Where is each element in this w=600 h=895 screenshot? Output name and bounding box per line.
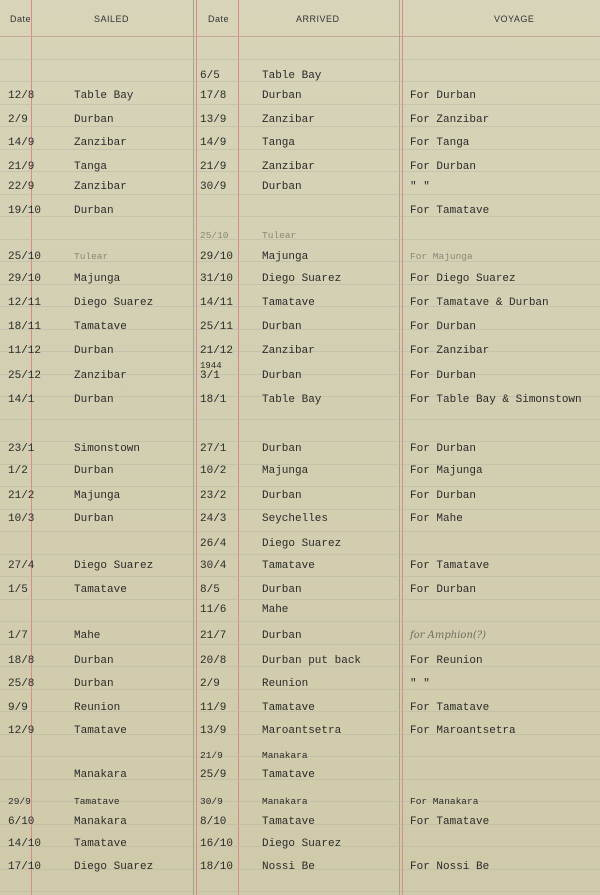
sailed-place: Majunga	[74, 273, 121, 285]
arrived-date: 14/11	[200, 297, 234, 309]
voyage: " "	[410, 678, 430, 690]
arrived-place: Durban	[262, 90, 302, 102]
ledger-row	[0, 70, 600, 90]
arrived-place: Durban	[262, 443, 302, 455]
arrived-place: Durban	[262, 490, 302, 502]
sailed-place: Majunga	[74, 490, 121, 502]
ledger-row	[0, 181, 600, 201]
ledger-row	[0, 394, 600, 414]
arrived-place: Tamatave	[262, 560, 315, 572]
voyage: For Tamatave	[410, 702, 490, 714]
ledger-line	[0, 486, 600, 487]
voyage: For Durban	[410, 443, 477, 455]
sailed-place: Zanzibar	[74, 137, 127, 149]
arrived-date: 29/10	[200, 251, 234, 263]
sailed-place: Tamatave	[74, 725, 127, 737]
voyage: For Tanga	[410, 137, 470, 149]
arrived-place: Majunga	[262, 251, 309, 263]
arrived-date: 26/4	[200, 538, 227, 550]
sailed-date: 21/2	[8, 490, 35, 502]
sailed-date: 12/11	[8, 297, 42, 309]
sailed-date: 21/9	[8, 161, 35, 173]
arrived-place: Tanga	[262, 137, 296, 149]
arrived-place: Zanzibar	[262, 161, 315, 173]
ledger-row	[0, 361, 600, 390]
header-date-arrived: Date	[208, 14, 230, 24]
sailed-date: 22/9	[8, 181, 35, 193]
arrived-place: Diego Suarez	[262, 538, 342, 550]
arrived-date: 20/8	[200, 655, 227, 667]
sailed-date: 2/9	[8, 114, 28, 126]
ledger-row	[0, 630, 600, 650]
sailed-date: 18/8	[8, 655, 35, 667]
voyage: for Amphion(?)	[410, 630, 487, 641]
ledger-row	[0, 838, 600, 858]
sailed-place: Tamatave	[74, 584, 127, 596]
ledger-row	[0, 861, 600, 881]
sailed-place: Diego Suarez	[74, 861, 154, 873]
voyage: For Majunga	[410, 251, 473, 262]
arrived-date: 30/9	[200, 796, 223, 807]
sailed-date: 14/9	[8, 137, 35, 149]
ledger-row	[0, 490, 600, 510]
voyage: For Maroantsetra	[410, 725, 516, 737]
arrived-place: Tulear	[262, 230, 297, 241]
column-header	[0, 0, 600, 37]
voyage: " "	[410, 181, 430, 193]
sailed-place: Zanzibar	[74, 181, 127, 193]
voyage: For Tamatave & Durban	[410, 297, 549, 309]
sailed-date: 19/10	[8, 205, 42, 217]
ledger-row	[0, 205, 600, 225]
sailed-date: 25/12	[8, 370, 42, 382]
sailed-date: 9/9	[8, 702, 28, 714]
arrived-place: Tamatave	[262, 702, 315, 714]
ledger-row	[0, 90, 600, 110]
sailed-place: Tanga	[74, 161, 108, 173]
ledger-row	[0, 230, 600, 250]
arrived-place: Zanzibar	[262, 345, 315, 357]
voyage: For Manakara	[410, 796, 479, 807]
arrived-place: Durban	[262, 181, 302, 193]
sailed-date: 27/4	[8, 560, 35, 572]
arrived-date: 18/1	[200, 394, 227, 406]
ledger-line	[0, 36, 600, 37]
voyage: For Majunga	[410, 465, 483, 477]
arrived-date: 3/1	[200, 370, 220, 382]
sailed-date: 18/11	[8, 321, 42, 333]
sailed-place: Manakara	[74, 816, 127, 828]
arrived-place: Manakara	[262, 750, 308, 761]
ledger-line	[0, 441, 600, 442]
sailed-place: Manakara	[74, 769, 127, 781]
sailed-date: 29/10	[8, 273, 42, 285]
arrived-date: 21/9	[200, 161, 227, 173]
ledger-row	[0, 584, 600, 604]
sailed-place: Durban	[74, 205, 114, 217]
arrived-place: Durban	[262, 584, 302, 596]
arrived-date: 13/9	[200, 114, 227, 126]
arrived-place: Table Bay	[262, 70, 322, 82]
arrived-date: 21/7	[200, 630, 227, 642]
arrived-date: 11/6	[200, 604, 227, 616]
ledger-row	[0, 345, 600, 365]
ledger-row	[0, 655, 600, 675]
voyage: For Tamatave	[410, 816, 490, 828]
voyage: For Tamatave	[410, 205, 490, 217]
arrived-date: 30/4	[200, 560, 227, 572]
arrived-date: 6/5	[200, 70, 220, 82]
arrived-place: Zanzibar	[262, 114, 315, 126]
voyage: For Mahe	[410, 513, 463, 525]
arrived-date: 27/1	[200, 443, 227, 455]
arrived-date: 8/10	[200, 816, 227, 828]
arrived-date: 8/5	[200, 584, 220, 596]
arrived-place: Reunion	[262, 678, 309, 690]
arrived-date: 13/9	[200, 725, 227, 737]
arrived-place: Table Bay	[262, 394, 322, 406]
sailed-date: 23/1	[8, 443, 35, 455]
voyage: For Zanzibar	[410, 345, 490, 357]
sailed-date: 29/9	[8, 796, 31, 807]
arrived-place: Manakara	[262, 796, 308, 807]
arrived-date: 11/9	[200, 702, 227, 714]
ledger-row	[0, 604, 600, 624]
voyage: For Tamatave	[410, 560, 490, 572]
sailed-place: Durban	[74, 513, 114, 525]
ledger-row	[0, 702, 600, 722]
sailed-place: Durban	[74, 655, 114, 667]
arrived-date: 10/2	[200, 465, 227, 477]
arrived-place: Mahe	[262, 604, 289, 616]
arrived-date: 24/3	[200, 513, 227, 525]
arrived-place: Durban	[262, 370, 302, 382]
ledger-row	[0, 513, 600, 533]
arrived-place: Tamatave	[262, 769, 315, 781]
sailed-date: 14/1	[8, 394, 35, 406]
ledger-row	[0, 465, 600, 485]
voyage: For Zanzibar	[410, 114, 490, 126]
arrived-place: Nossi Be	[262, 861, 315, 873]
arrived-place: Durban	[262, 630, 302, 642]
ledger-row	[0, 538, 600, 558]
arrived-date: 25/10	[200, 230, 229, 241]
arrived-date: 21/12	[200, 345, 234, 357]
ledger-row	[0, 137, 600, 157]
ledger-line	[0, 419, 600, 420]
voyage: For Reunion	[410, 655, 483, 667]
sailed-place: Simonstown	[74, 443, 141, 455]
voyage: For Table Bay & Simonstown	[410, 394, 582, 406]
arrived-place: Diego Suarez	[262, 273, 342, 285]
ledger-row	[0, 796, 600, 816]
sailed-place: Tamatave	[74, 321, 127, 333]
arrived-date: 23/2	[200, 490, 227, 502]
voyage: For Durban	[410, 490, 477, 502]
sailed-date: 1/7	[8, 630, 28, 642]
sailed-place: Zanzibar	[74, 370, 127, 382]
ledger-row	[0, 769, 600, 789]
header-arrived: ARRIVED	[296, 14, 340, 24]
ledger-row	[0, 161, 600, 181]
arrived-place: Majunga	[262, 465, 309, 477]
voyage: For Durban	[410, 90, 477, 102]
sailed-place: Tamatave	[74, 796, 120, 807]
ledger-row	[0, 560, 600, 580]
sailed-place: Durban	[74, 394, 114, 406]
header-sailed: SAILED	[94, 14, 130, 24]
arrived-place: Maroantsetra	[262, 725, 342, 737]
arrived-place: Durban	[262, 321, 302, 333]
ledger-line	[0, 891, 600, 892]
arrived-date: 25/9	[200, 769, 227, 781]
ledger-line	[0, 59, 600, 60]
sailed-place: Durban	[74, 114, 114, 126]
ledger-row	[0, 114, 600, 134]
sailed-date: 12/9	[8, 725, 35, 737]
ledger-row	[0, 251, 600, 271]
sailed-date: 10/3	[8, 513, 35, 525]
ledger-row	[0, 678, 600, 698]
voyage: For Durban	[410, 370, 477, 382]
voyage: For Durban	[410, 161, 477, 173]
arrived-date: 21/9	[200, 750, 223, 761]
arrived-date: 17/8	[200, 90, 227, 102]
sailed-place: Durban	[74, 345, 114, 357]
sailed-date: 12/8	[8, 90, 35, 102]
arrived-date: 14/9	[200, 137, 227, 149]
sailed-date: 1/5	[8, 584, 28, 596]
sailed-place: Table Bay	[74, 90, 134, 102]
sailed-place: Mahe	[74, 630, 101, 642]
sailed-place: Tulear	[74, 251, 109, 262]
header-voyage: VOYAGE	[494, 14, 535, 24]
ledger-row	[0, 297, 600, 317]
ledger-row	[0, 443, 600, 463]
ledger-row	[0, 321, 600, 341]
sailed-date: 6/10	[8, 816, 35, 828]
arrived-place: Diego Suarez	[262, 838, 342, 850]
arrived-date: 2/9	[200, 678, 220, 690]
header-date-sailed: Date	[10, 14, 32, 24]
sailed-place: Tamatave	[74, 838, 127, 850]
voyage: For Durban	[410, 321, 477, 333]
ledger-row	[0, 725, 600, 745]
sailed-place: Durban	[74, 465, 114, 477]
sailed-place: Reunion	[74, 702, 121, 714]
sailed-date: 25/8	[8, 678, 35, 690]
sailed-date: 25/10	[8, 251, 42, 263]
arrived-date: 25/11	[200, 321, 234, 333]
voyage: For Diego Suarez	[410, 273, 516, 285]
arrived-place: Tamatave	[262, 297, 315, 309]
sailed-date: 1/2	[8, 465, 28, 477]
voyage: For Nossi Be	[410, 861, 490, 873]
ledger-row	[0, 273, 600, 293]
sailed-place: Diego Suarez	[74, 560, 154, 572]
arrived-place: Tamatave	[262, 816, 315, 828]
arrived-place: Durban put back	[262, 655, 362, 667]
arrived-date: 30/9	[200, 181, 227, 193]
sailed-place: Durban	[74, 678, 114, 690]
sailed-date: 11/12	[8, 345, 42, 357]
sailed-place: Diego Suarez	[74, 297, 154, 309]
ledger-row	[0, 750, 600, 770]
ledger-row	[0, 816, 600, 836]
arrived-place: Seychelles	[262, 513, 329, 525]
arrived-date: 18/10	[200, 861, 234, 873]
sailed-date: 17/10	[8, 861, 42, 873]
arrived-date: 31/10	[200, 273, 234, 285]
sailed-date: 14/10	[8, 838, 42, 850]
voyage: For Durban	[410, 584, 477, 596]
year-marker: 1944	[200, 361, 222, 371]
arrived-date: 16/10	[200, 838, 234, 850]
